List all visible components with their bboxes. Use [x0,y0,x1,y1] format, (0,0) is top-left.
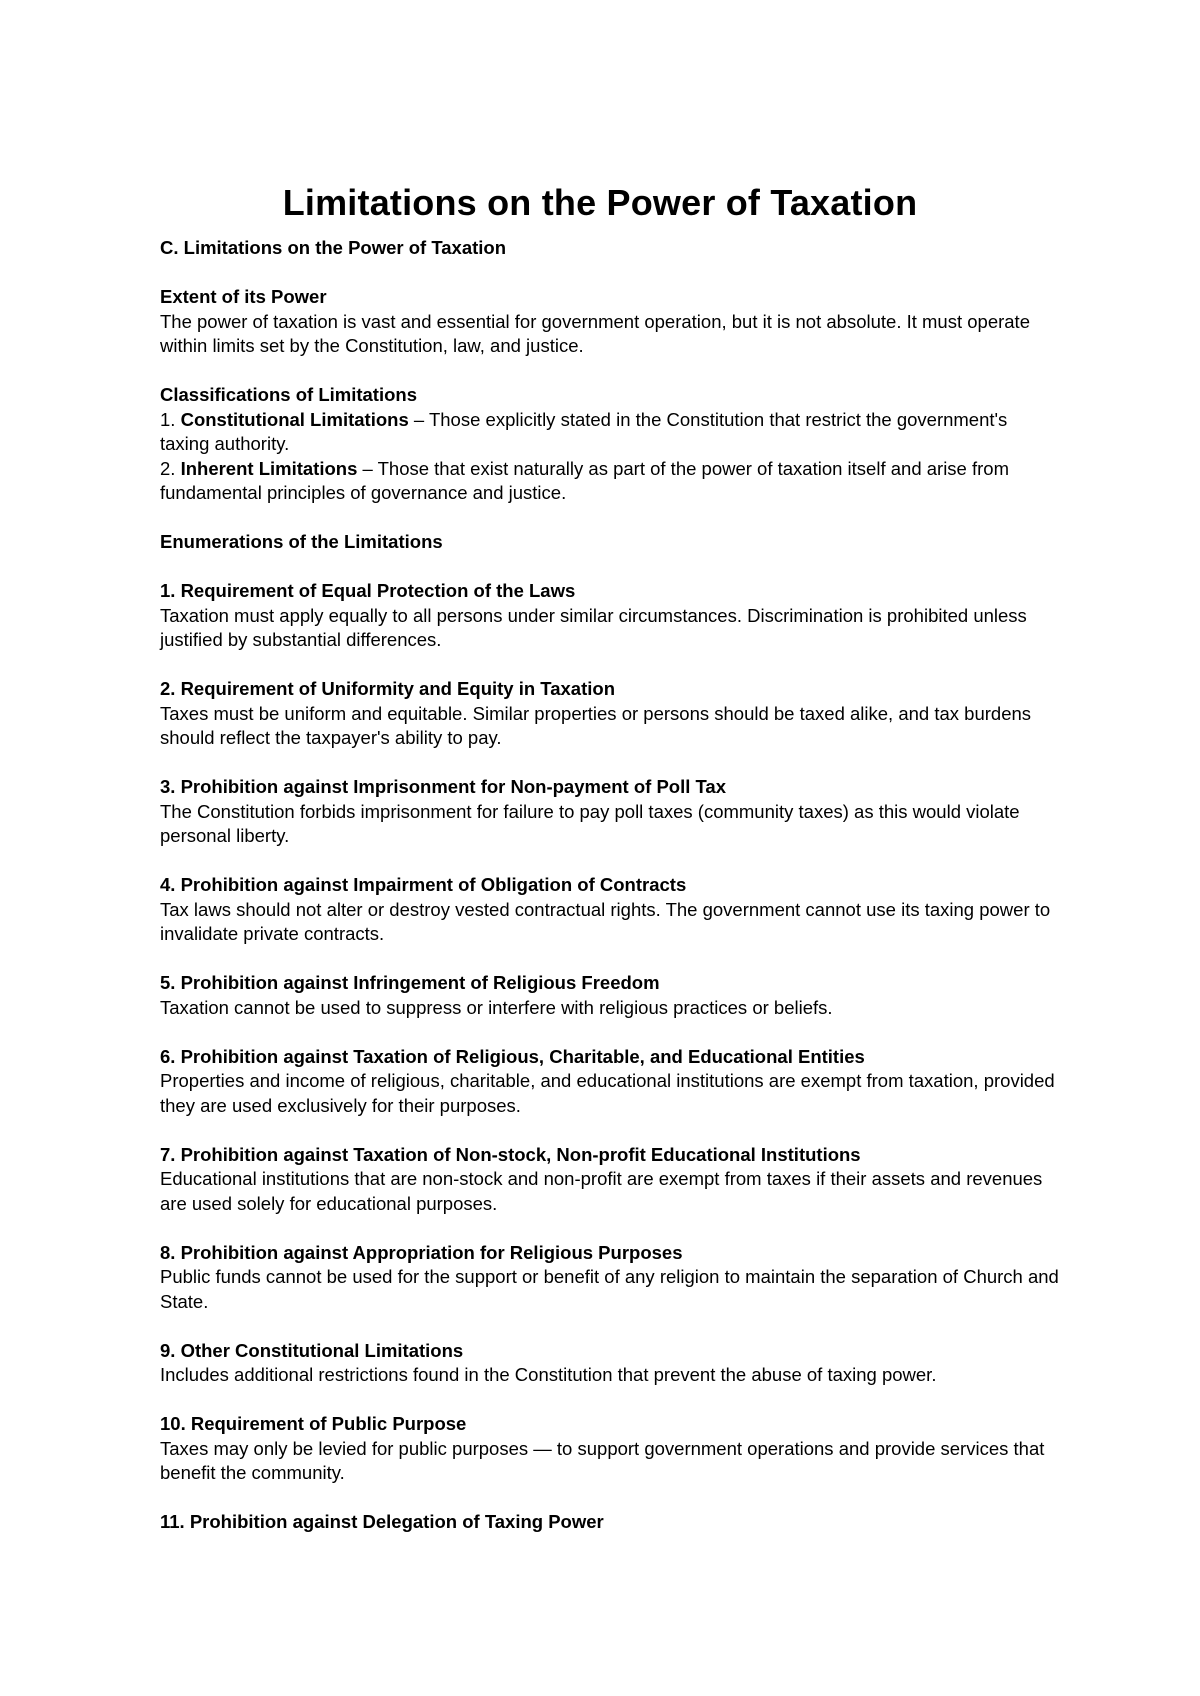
limitation-heading: 11. Prohibition against Delegation of Taxing Power [160,1511,604,1532]
limitation-heading: 5. Prohibition against Infringement of Religious Freedom [160,972,660,993]
classification-number: 2. [160,457,176,479]
document-body [160,236,1060,1559]
extent-block [160,285,1060,359]
classification-item [160,408,1060,457]
classification-text: – Those that exist naturally as part of the power of taxation itself and arise from fundamental principles of governance and justice. [160,457,1009,503]
classifications-heading: Classifications of Limitations [160,384,417,405]
limitation-heading: 9. Other Constitutional Limitations [160,1339,464,1361]
limitation-text: Public funds cannot be used for the support or benefit of any religion to maintain the separation of Church and State. [160,1266,1059,1312]
limitation-heading: 8. Prohibition against Appropriation for Religious Purposes [160,1241,683,1263]
document-title: Limitations on the Power of Taxation [282,182,918,224]
limitation-item [160,1412,1060,1486]
limitation-text: Taxes must be uniform and equitable. Similar properties or persons should be taxed alike, and tax burdens should reflect the taxpayer's ability to pay. [160,702,1032,748]
classification-item [160,457,1060,506]
limitation-heading: 2. Requirement of Uniformity and Equity in Taxation [160,678,616,699]
limitation-item [160,1045,1060,1119]
enumerations-heading-block [160,530,1060,555]
extent-text: The power of taxation is vast and essential for government operation, but it is not absolute. It must operate within limits set by the Constitution, law, and justice. [160,310,1030,356]
classification-text: – Those explicitly stated in the Constitution that restrict the government's taxing authority. [160,408,1008,454]
section-heading: C. Limitations on the Power of Taxation [160,237,507,258]
limitation-item [160,873,1060,947]
section-heading-block [160,236,1060,261]
limitation-item [160,775,1060,849]
limitation-heading: 4. Prohibition against Impairment of Obligation of Contracts [160,874,687,895]
limitation-heading: 1. Requirement of Equal Protection of the Laws [160,580,576,601]
limitation-text: Taxes may only be levied for public purposes — to support government operations and provide services that benefit the community. [160,1437,1045,1483]
extent-heading: Extent of its Power [160,286,327,307]
limitation-item [160,1510,1060,1535]
limitation-item [160,677,1060,751]
limitation-text: The Constitution forbids imprisonment for failure to pay poll taxes (community taxes) as this would violate personal liberty. [160,800,1020,846]
limitation-text: Properties and income of religious, charitable, and educational institutions are exempt from taxation, provided they are used exclusively for their purposes. [160,1070,1055,1116]
classification-term: Constitutional Limitations [180,408,409,430]
classification-number: 1. [160,408,176,430]
limitation-item [160,1339,1060,1388]
enumerations-heading: Enumerations of the Limitations [160,531,443,552]
limitation-text: Taxation must apply equally to all persons under similar circumstances. Discrimination is prohibited unless justified by substantial differences. [160,604,1027,650]
classification-term: Inherent Limitations [180,457,358,479]
limitation-text: Educational institutions that are non-stock and non-profit are exempt from taxes if their assets and revenues are used solely for educational purposes. [160,1168,1043,1214]
limitation-item [160,971,1060,1020]
limitation-heading: 3. Prohibition against Imprisonment for Non-payment of Poll Tax [160,776,727,797]
limitation-text: Taxation cannot be used to suppress or interfere with religious practices or beliefs. [160,996,833,1018]
limitation-heading: 6. Prohibition against Taxation of Religious, Charitable, and Educational Entities [160,1045,865,1067]
limitation-text: Includes additional restrictions found in the Constitution that prevent the abuse of taxing power. [160,1364,937,1385]
limitation-text: Tax laws should not alter or destroy vested contractual rights. The government cannot use its taxing power to invalidate private contracts. [160,898,1051,944]
limitation-item [160,579,1060,653]
limitation-heading: 7. Prohibition against Taxation of Non-stock, Non-profit Educational Institutions [160,1143,861,1165]
limitation-item [160,1143,1060,1217]
limitation-heading: 10. Requirement of Public Purpose [160,1413,467,1434]
classifications-block [160,383,1060,506]
limitation-item [160,1241,1060,1315]
